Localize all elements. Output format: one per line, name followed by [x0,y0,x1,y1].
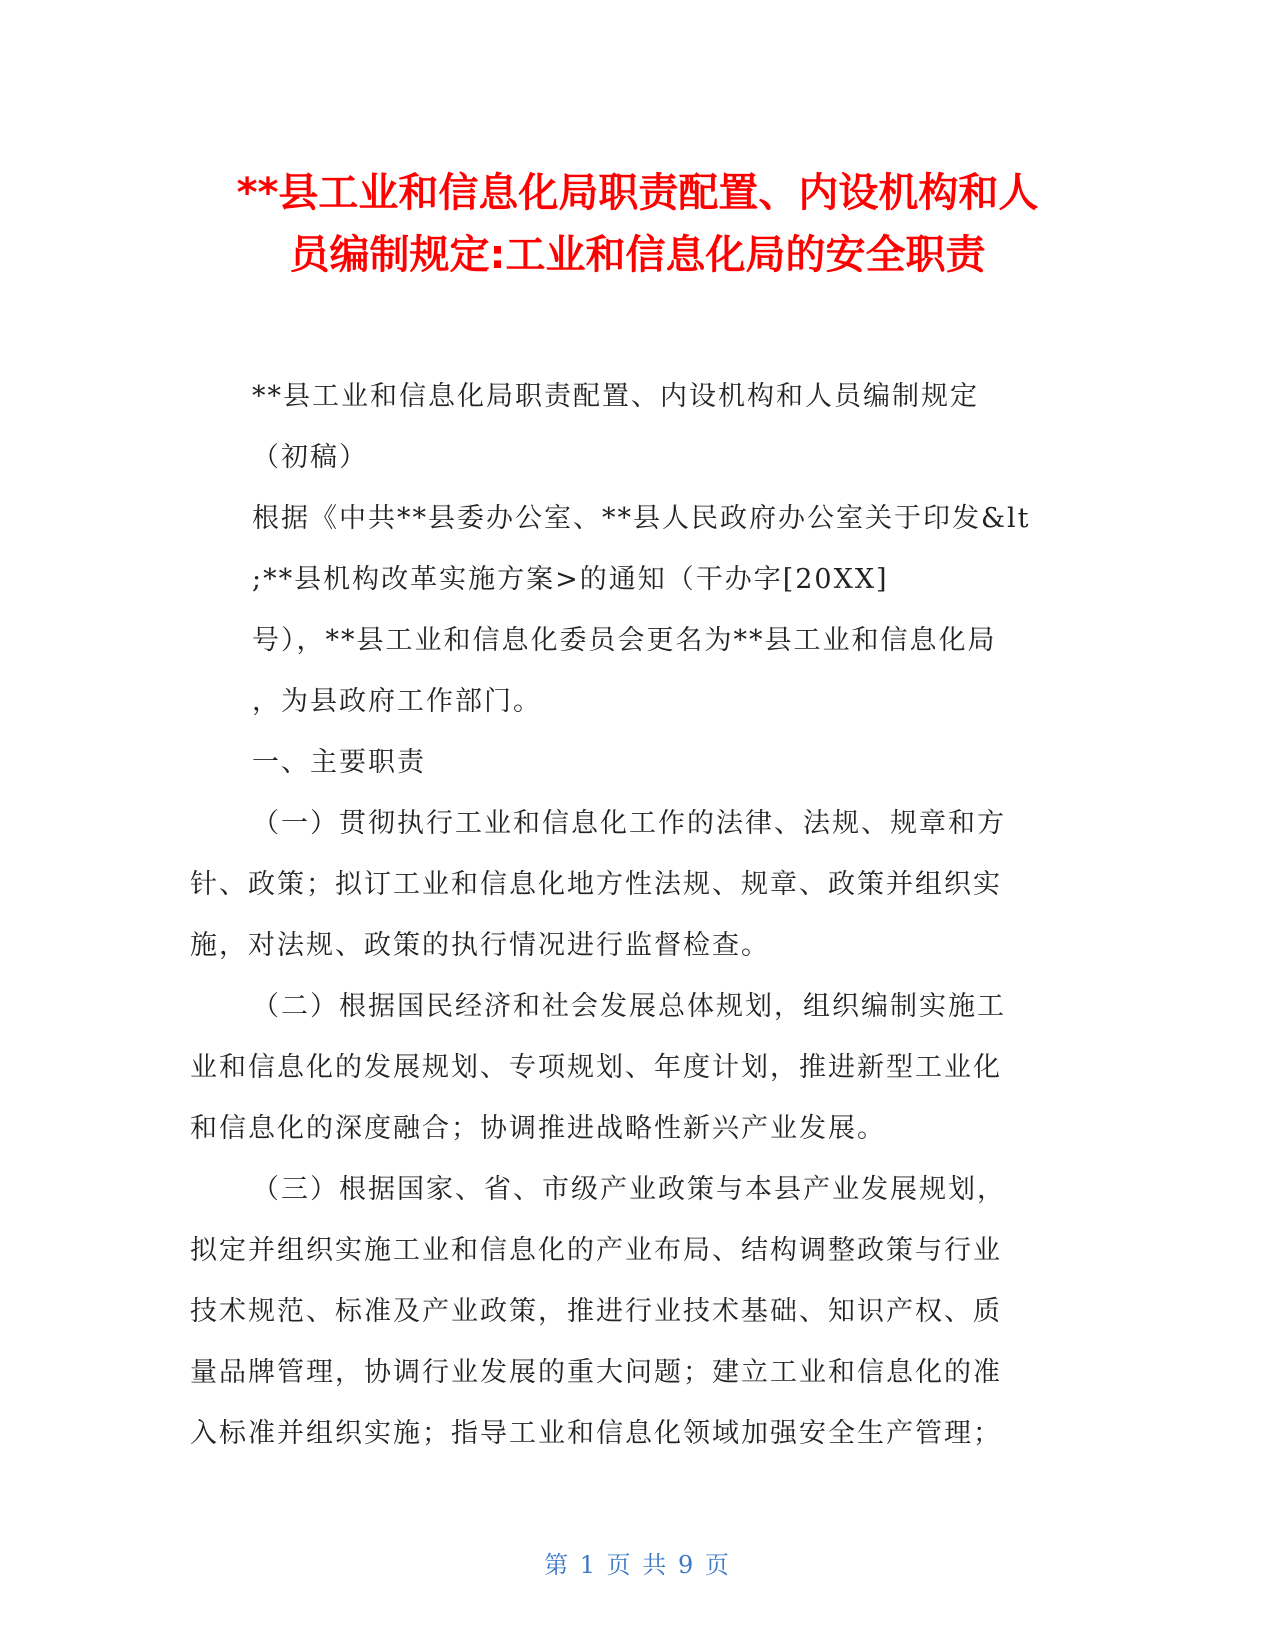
body-line: 入标准并组织实施；指导工业和信息化领域加强安全生产管理； [190,1418,1002,1449]
page-number: 第 1 页 共 9 页 [544,1551,731,1579]
body-line: （二）根据国民经济和社会发展总体规划，组织编制实施工 [252,991,1006,1022]
body-line: 量品牌管理，协调行业发展的重大问题；建立工业和信息化的准 [190,1357,1002,1388]
body-line: 业和信息化的发展规划、专项规划、年度计划，推进新型工业化 [190,1052,1002,1083]
body-line: ，为县政府工作部门。 [252,686,542,717]
body-line: 拟定并组织实施工业和信息化的产业布局、结构调整政策与行业 [190,1235,1002,1266]
title-line-2: 员编制规定:工业和信息化局的安全职责 [289,232,986,278]
body-line: 根据《中共**县委办公室、**县人民政府办公室关于印发&lt [252,503,1031,534]
body-line: ;**县机构改革实施方案>的通知（干办字[20XX] [252,564,889,595]
section-heading: 一、主要职责 [252,747,426,778]
body-line: **县工业和信息化局职责配置、内设机构和人员编制规定 [252,381,979,412]
body-line: 和信息化的深度融合；协调推进战略性新兴产业发展。 [190,1113,886,1144]
body-line: （三）根据国家、省、市级产业政策与本县产业发展规划， [252,1174,1006,1205]
document-title [150,162,1125,286]
title-line-1: **县工业和信息化局职责配置、内设机构和人 [236,170,1039,216]
document-body [190,366,1070,1464]
body-line: 技术规范、标准及产业政策，推进行业技术基础、知识产权、质 [190,1296,1002,1327]
body-line: 号），**县工业和信息化委员会更名为**县工业和信息化局 [252,625,997,656]
body-line: （一）贯彻执行工业和信息化工作的法律、法规、规章和方 [252,808,1006,839]
body-line: （初稿） [252,442,368,473]
body-line: 针、政策；拟订工业和信息化地方性法规、规章、政策并组织实 [190,869,1002,900]
body-line: 施，对法规、政策的执行情况进行监督检查。 [190,930,770,961]
